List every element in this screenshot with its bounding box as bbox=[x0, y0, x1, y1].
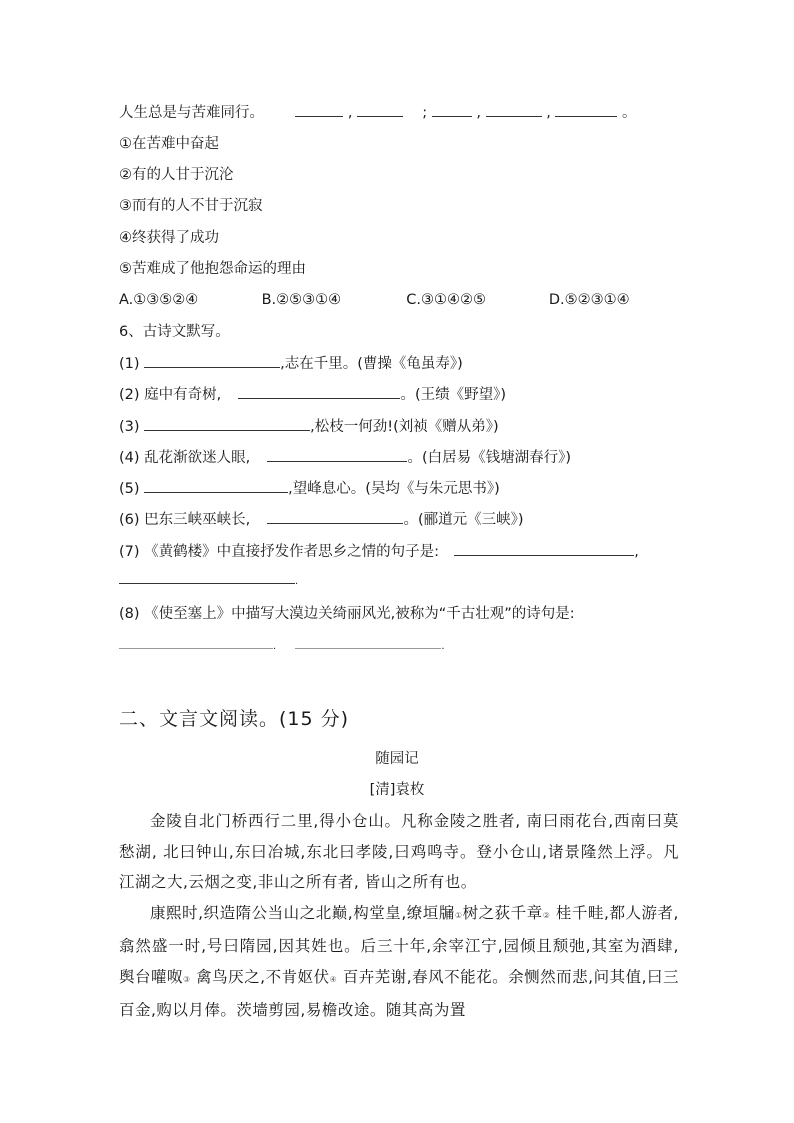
q6-item-7-blank-2[interactable] bbox=[119, 569, 295, 584]
q6-item-5-post: ,望峰息心。(吴均《与朱元思书》) bbox=[288, 481, 500, 497]
para2-part-5: 百卉芜谢,春风不能花。余恻然而悲,问其值,曰三百金,购以月俸。茨墙剪园,易檐改途。随其高为置 bbox=[119, 967, 680, 1019]
para2-part-4: 禽鸟厌之,不肯妪伏 bbox=[190, 967, 330, 986]
q6-item-8-end: . bbox=[441, 641, 445, 652]
q6-item-7-blank-1[interactable] bbox=[454, 541, 634, 556]
q5-punct-3: , bbox=[476, 105, 481, 121]
q6-item-8-num: (8) bbox=[119, 606, 140, 622]
q6-item-4 bbox=[119, 447, 571, 468]
passage-paragraph-2 bbox=[119, 898, 679, 1026]
q6-item-5-blank[interactable] bbox=[144, 478, 288, 493]
q5-blank-3[interactable] bbox=[432, 102, 472, 117]
choice-c[interactable]: C.③①④②⑤ bbox=[406, 292, 486, 308]
q6-item-6-blank[interactable] bbox=[267, 509, 403, 524]
q5-option-5: ⑤苦难成了他抱怨命运的理由 bbox=[119, 261, 306, 277]
q6-item-3-blank[interactable] bbox=[144, 416, 310, 431]
q6-item-8-pre: 《使至塞上》中描写大漠边关绮丽风光,被称为“千古壮观”的诗句是: bbox=[144, 606, 575, 622]
q6-item-2-post: 。(王绩《野望》) bbox=[400, 387, 507, 403]
q6-item-4-pre: 乱花渐欲迷人眼, bbox=[144, 450, 251, 466]
q6-item-8-line2 bbox=[119, 634, 445, 657]
q5-blank-1[interactable] bbox=[295, 102, 343, 117]
choice-a[interactable]: A.①③⑤②④ bbox=[119, 292, 199, 308]
q6-title: 6、古诗文默写。 bbox=[119, 324, 230, 340]
q6-item-2-pre: 庭中有奇树, bbox=[144, 387, 222, 403]
q6-item-8-sep: . bbox=[273, 641, 277, 652]
q5-stem: 人生总是与苦难同行。 bbox=[119, 105, 264, 121]
q5-punct-5: 。 bbox=[622, 105, 637, 121]
para2-part-2: 树之荻千章 bbox=[462, 903, 543, 922]
passage-body bbox=[119, 806, 679, 1026]
q6-item-1-post: ,志在千里。(曹操《龟虽寿》) bbox=[280, 356, 463, 372]
q6-item-6-num: (6) bbox=[119, 512, 140, 528]
para2-part-1: 康熙时,织造隋公当山之北巅,构堂皇,缭垣牖 bbox=[150, 903, 455, 922]
q6-item-7-end: . bbox=[295, 576, 299, 587]
q6-item-1 bbox=[119, 353, 463, 374]
choice-b[interactable]: B.②⑤③①④ bbox=[261, 292, 342, 308]
q6-item-3-post: ,松枝一何劲!(刘祯《赠从弟》) bbox=[310, 419, 499, 435]
q6-item-7-pre: 《黄鹤楼》中直接抒发作者思乡之情的句子是: bbox=[144, 544, 440, 560]
choice-d[interactable]: D.⑤②③①④ bbox=[548, 292, 630, 308]
q5-blank-5[interactable] bbox=[555, 102, 617, 117]
q6-item-2-blank[interactable] bbox=[238, 384, 400, 399]
q6-item-6-post: 。(郦道元《三峡》) bbox=[403, 512, 524, 528]
q6-item-7-num: (7) bbox=[119, 544, 140, 560]
q6-item-5-num: (5) bbox=[119, 481, 140, 497]
q6-item-8 bbox=[119, 604, 575, 624]
q6-item-7-line2 bbox=[119, 569, 298, 592]
footnote-marker-3: ③ bbox=[183, 974, 191, 984]
para2-part-3: 桂千畦,都人游者, 翕然盛一时,号曰隋园,因其姓也。后三十年,余宰江宁,园倾且颓弛,其室为酒肆,舆台嚾呶 bbox=[119, 903, 679, 986]
footnote-marker-1: ① bbox=[454, 910, 463, 920]
q6-item-6-pre: 巴东三峡巫峡长, bbox=[144, 512, 251, 528]
q5-punct-1: , bbox=[347, 105, 353, 121]
q5-blank-4[interactable] bbox=[486, 102, 542, 117]
q6-item-2-num: (2) bbox=[119, 387, 140, 403]
q5-option-4: ④终获得了成功 bbox=[119, 230, 219, 246]
q6-item-3-num: (3) bbox=[119, 419, 140, 435]
q6-item-4-blank[interactable] bbox=[267, 447, 407, 462]
q5-option-3: ③而有的人不甘于沉寂 bbox=[119, 198, 263, 214]
q6-item-5 bbox=[119, 478, 500, 499]
footnote-marker-4: ④ bbox=[329, 974, 338, 984]
q5-punct-2: ; bbox=[422, 105, 428, 121]
q5-choices bbox=[119, 290, 630, 310]
q5-punct-4: , bbox=[546, 105, 551, 121]
q6-item-2 bbox=[119, 384, 506, 405]
q6-item-4-post: 。(白居易《钱塘湖春行》) bbox=[407, 450, 572, 466]
q6-item-4-num: (4) bbox=[119, 450, 140, 466]
q6-item-8-blank-2[interactable] bbox=[295, 634, 441, 649]
q5-option-2: ②有的人甘于沉沦 bbox=[119, 167, 234, 183]
q6-item-8-blank-1[interactable] bbox=[119, 634, 273, 649]
q6-item-7 bbox=[119, 541, 639, 562]
q5-option-1: ①在苦难中奋起 bbox=[119, 136, 219, 152]
section-2-title: 二、文言文阅读。(15 分) bbox=[119, 708, 350, 730]
passage-paragraph-1: 金陵自北门桥西行二里,得小仓山。凡称金陵之胜者, 南曰雨花台,西南曰莫愁湖, 北曰钟山,东曰冶城,东北曰孝陵,曰鸡鸣寺。登小仓山,诸景隆然上浮。凡江湖之大,云烟之变,非山之所有者, 皆山之所有也。 bbox=[119, 812, 679, 891]
q6-item-1-num: (1) bbox=[119, 356, 140, 372]
q6-item-3 bbox=[119, 416, 499, 437]
footnote-marker-2: ② bbox=[542, 910, 551, 920]
q5-stem-line bbox=[119, 102, 637, 123]
q5-blank-2[interactable] bbox=[357, 102, 403, 117]
q6-item-1-blank[interactable] bbox=[144, 353, 280, 368]
q6-item-6 bbox=[119, 509, 524, 530]
passage-title: 随园记 bbox=[375, 751, 419, 767]
q6-item-7-post: , bbox=[634, 544, 639, 560]
passage-author: [清]袁枚 bbox=[369, 782, 425, 798]
